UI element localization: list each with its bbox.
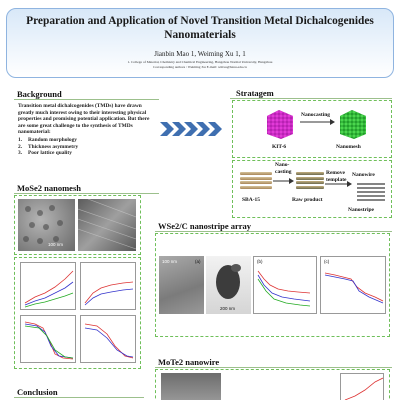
list-item: 3. Poor lattice quality <box>18 150 72 157</box>
wse2-plot-b <box>253 256 317 314</box>
nanomesh-label: Nanomesh <box>336 144 361 150</box>
nanostripe-label: Nanostripe <box>348 207 374 213</box>
wse2-tem-image-a <box>159 256 204 314</box>
rod <box>240 177 272 180</box>
corresponding-line: Corresponding authors : Weiming Xu E-mail: wmxu@hznu.edu.cn <box>153 64 247 69</box>
rod <box>240 172 272 175</box>
poster-affiliation <box>17 60 383 69</box>
mose2-tem-image <box>18 199 75 251</box>
rod <box>296 177 324 180</box>
conclusion-heading: Conclusion <box>17 387 58 397</box>
arrow-right-icon <box>325 180 353 188</box>
strategem-heading: Stratagem <box>236 88 274 98</box>
background-heading: Background <box>17 89 62 99</box>
arrow-right-icon <box>273 177 295 185</box>
affiliation-line: 1. College of Material, Chemistry and Chemical Engineering, Hangzhou Normal University, Hangzhou <box>127 60 273 64</box>
rod <box>296 186 324 189</box>
rod <box>296 181 324 184</box>
mote2-divider <box>155 367 392 368</box>
mote2-plot <box>340 373 384 400</box>
wse2-scale-b: 200 nm <box>220 306 236 311</box>
wse2-scale-a: 100 nm <box>162 259 178 264</box>
poster-title: Preparation and Application of Novel Transition Metal Dichalcogenides Nanomaterials <box>26 15 374 41</box>
wse2-heading: WSe2/C nanostripe array <box>158 221 252 231</box>
nanocasting2-label: Nano-casting <box>275 162 292 175</box>
list-item: 2. Thickness asymmetry <box>18 143 79 150</box>
mose2-plot-a <box>20 262 76 310</box>
nanowire-icon <box>355 180 387 204</box>
nanocasting-label: Nanocasting <box>301 112 331 118</box>
arrow-right-icon <box>300 118 336 126</box>
list-item: 1. Random morphology <box>18 136 77 143</box>
remove-template-label: Remove template <box>326 170 347 183</box>
rod <box>296 172 324 175</box>
sba15-label: SBA-15 <box>242 197 261 203</box>
raw-product-rods <box>296 172 324 190</box>
kit6-label: KIT-6 <box>272 144 287 150</box>
wse2-divider <box>155 231 392 232</box>
mose2-divider <box>14 193 159 194</box>
mose2-plot-d <box>80 315 136 363</box>
wse2-panel-a-label: (a) <box>195 259 201 264</box>
flow-arrows-icon <box>160 121 224 137</box>
mose2-plot-b <box>80 262 136 310</box>
wse2-plot-c <box>320 256 386 314</box>
background-divider <box>14 99 159 100</box>
background-body: Transition metal dichalcogenides (TMDs) have drawn greatly much interest owing to their interesting physical properties and promising potential application. But there are some great challenge to the synthesis of TMDs nanomaterial: <box>18 103 150 136</box>
background-text <box>18 103 156 157</box>
wse2-tem-image-b <box>206 256 251 314</box>
wse2-plot-b-label: (b) <box>257 259 263 264</box>
raw-product-label: Raw product <box>292 197 323 203</box>
rod <box>240 181 272 184</box>
sba15-rods <box>240 172 272 190</box>
mose2-plot-c <box>20 315 76 363</box>
poster-authors: Jianbin Mao 1, Weiming Xu 1, 1 <box>154 50 246 58</box>
kit6-cube-icon <box>263 106 297 140</box>
poster-header <box>6 8 394 78</box>
mote2-heading: MoTe2 nanowire <box>158 357 220 367</box>
mose2-scale-label: 100 nm <box>48 242 64 247</box>
conclusion-divider <box>14 397 144 398</box>
wse2-plot-c-label: (c) <box>324 259 330 264</box>
challenge-list <box>18 137 156 157</box>
strategem-divider <box>230 98 392 99</box>
mose2-hrtem-image <box>78 199 136 251</box>
mote2-image <box>161 373 221 400</box>
nanowire-label: Nanowire <box>352 172 375 178</box>
rod <box>240 186 272 189</box>
mose2-heading: MoSe2 nanomesh <box>17 183 81 193</box>
nanomesh-cube-icon <box>336 106 370 140</box>
